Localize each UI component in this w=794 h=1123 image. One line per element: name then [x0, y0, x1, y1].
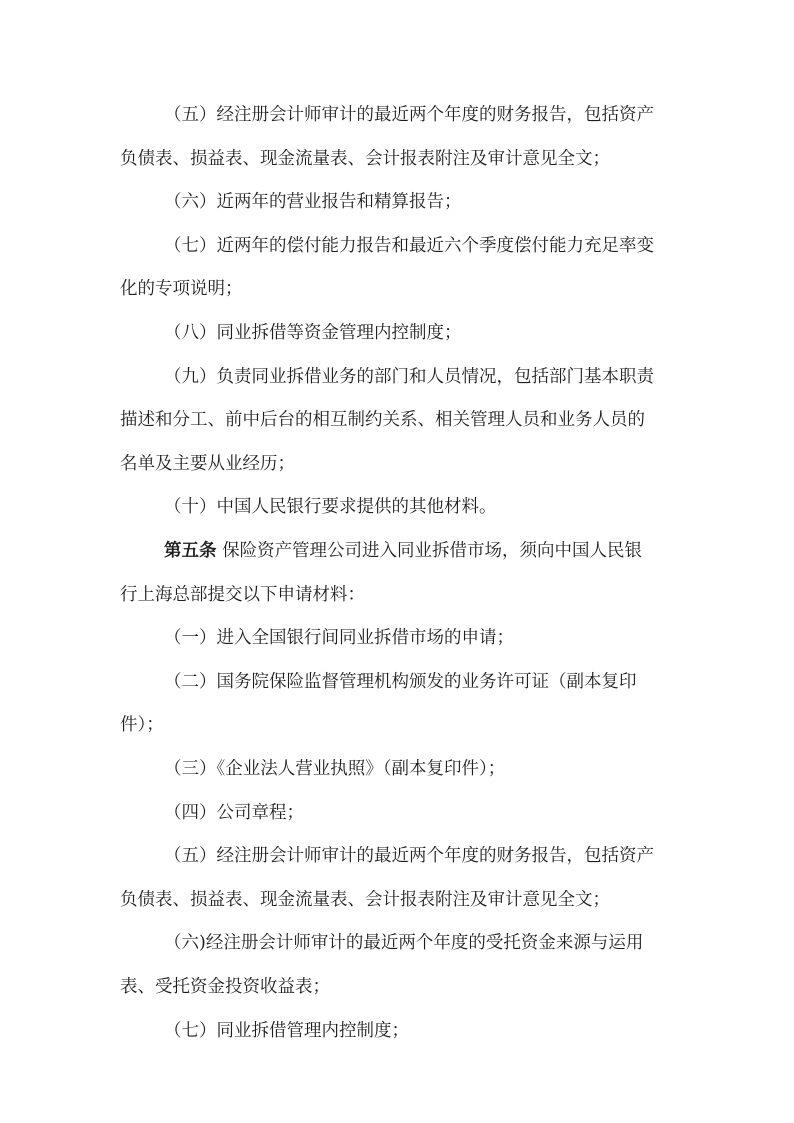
document-line — [120, 321, 680, 345]
line-text: （六）近两年的营业报告和精算报告； — [164, 192, 462, 213]
document-line — [120, 757, 680, 781]
document-line — [120, 147, 680, 171]
line-text: 负债表、损益表、现金流量表、会计报表附注及审计意见全文； — [120, 148, 610, 169]
document-line — [120, 1019, 680, 1043]
document-line — [120, 975, 680, 999]
document-line — [120, 365, 680, 389]
line-text: （八）同业拆借等资金管理内控制度； — [164, 323, 462, 343]
document-line — [120, 452, 680, 476]
line-text: （七）同业拆借管理内控制度； — [164, 1020, 409, 1041]
line-text: 化的专项说明； — [120, 279, 243, 300]
article-heading-line — [120, 539, 680, 563]
document-line — [120, 931, 680, 955]
document-line — [120, 670, 680, 694]
document-line — [120, 583, 680, 607]
line-text: （七）近两年的偿付能力报告和最近六个季度偿付能力充足率变 — [164, 235, 654, 256]
line-text: 行上海总部提交以下申请材料： — [120, 584, 365, 605]
line-text: 描述和分工、前中后台的相互制约关系、相关管理人员和业务人员的 — [120, 410, 645, 431]
line-text: 负债表、损益表、现金流量表、会计报表附注及审计意见全文； — [120, 889, 610, 910]
line-text: （五）经注册会计师审计的最近两个年度的财务报告，包括资产 — [164, 846, 654, 867]
document-line — [120, 888, 680, 912]
article-number: 第五条 — [164, 541, 217, 561]
line-text: （四）公司章程； — [164, 802, 304, 823]
document-line — [120, 277, 680, 301]
line-text: （五）经注册会计师审计的最近两个年度的财务报告，包括资产 — [164, 105, 654, 125]
line-text: 件）； — [120, 715, 164, 736]
line-text: 名单及主要从业经历； — [120, 453, 295, 474]
line-text: （十）中国人民银行要求提供的其他材料。 — [164, 497, 497, 518]
document-line — [120, 190, 680, 214]
line-text: （一）进入全国银行间同业拆借市场的申请； — [164, 628, 514, 649]
line-text: （三）《企业法人营业执照》（副本复印件）； — [164, 759, 506, 779]
document-line — [120, 801, 680, 825]
line-text: （九）负责同业拆借业务的部门和人员情况，包括部门基本职责 — [164, 366, 654, 387]
document-line — [120, 234, 680, 258]
document-line — [120, 103, 680, 127]
line-text: （六)经注册会计师审计的最近两个年度的受托资金来源与运用 — [164, 933, 644, 954]
line-text: 保险资产管理公司进入同业拆借市场，须向中国人民银 — [216, 541, 643, 561]
document-line — [120, 844, 680, 868]
document-line — [120, 626, 680, 650]
document-line — [120, 408, 680, 432]
line-text: 表、受托资金投资收益表； — [120, 977, 330, 997]
document-line — [120, 495, 680, 519]
document-line — [120, 713, 680, 737]
line-text: （二）国务院保险监督管理机构颁发的业务许可证（副本复印 — [164, 671, 637, 692]
